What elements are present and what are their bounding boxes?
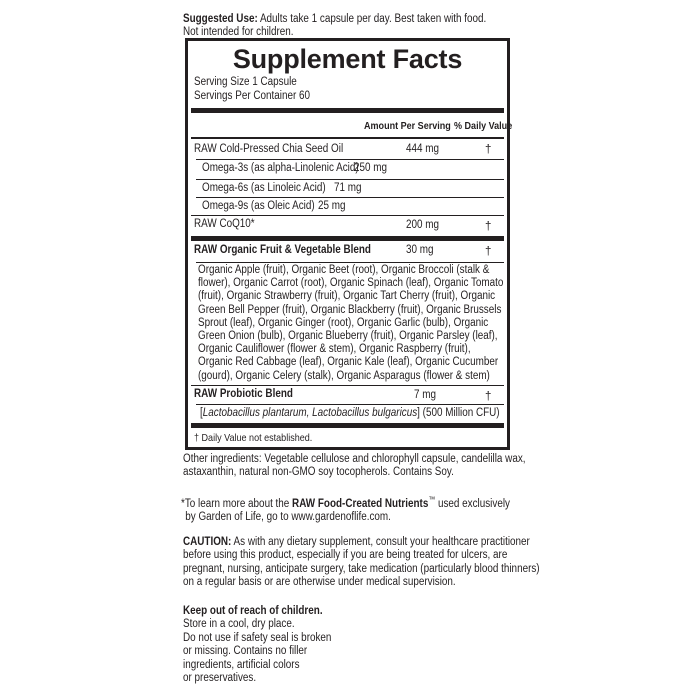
blend-line: Sprout (leaf), Organic Ginger (root), Organic Garlic (bulb), Organic [198,316,489,329]
blend-line: Organic Cauliflower (flower & stem), Organic Raspberry (fruit), [198,343,471,356]
serving-size: Serving Size 1 Capsule [194,76,297,88]
row-omega-3-name: Omega-3s (as alpha-Linolenic Acid) [202,162,359,174]
amount-per-serving-header: Amount Per Serving [364,120,451,132]
daily-value-header: % Daily Value [454,120,513,132]
row-omega-9-amount: 25 mg [318,200,346,212]
caution-line-1: As with any dietary supplement, consult your healthcare practitioner [233,536,530,548]
row-coq10-dv: † [485,221,492,233]
row-chia-seed-oil-dv: † [485,144,492,156]
other-ingredients-line-1: Other ingredients: Vegetable cellulose and chlorophyll capsule, candelilla wax, [183,453,526,465]
section-rule [191,236,504,241]
keep-out-heading: Keep out of reach of children. [183,605,323,617]
supplement-facts-title: Supplement Facts [232,44,463,74]
row-divider [196,197,504,198]
suggested-use [183,13,528,40]
blend-line: Organic Apple (fruit), Organic Beet (root), Organic Broccoli (stalk & [198,264,490,276]
row-probiotic-blend-name: RAW Probiotic Blend [194,388,293,400]
storage-line: or missing. Contains no filler [183,645,308,658]
suggested-use-text-1: Adults take 1 capsule per day. Best taken with food. [259,13,487,25]
row-probiotic-blend-dv: † [485,391,492,403]
trademark-symbol: ™ [428,495,436,504]
row-divider [191,215,504,216]
daily-value-footnote: † Daily Value not established. [194,432,313,444]
blend-line: Green Bell Pepper (fruit), Organic Blackberry (fruit), Organic Brussels [198,303,502,316]
row-chia-seed-oil-amount: 444 mg [406,143,439,155]
suggested-use-label: Suggested Use: [183,13,258,25]
learn-more-note [181,493,526,525]
row-omega-6-name: Omega-6s (as Linoleic Acid) [202,182,326,194]
blend-line: Organic Red Cabbage (leaf), Organic Kale (leaf), Organic Cucumber [198,356,499,369]
row-chia-seed-oil-name: RAW Cold-Pressed Chia Seed Oil [194,143,344,155]
row-divider [196,179,504,180]
row-divider [196,262,504,263]
caution-line-3: pregnant, nursing, anticipate surgery, take medication (particularly blood thinners) [183,562,540,575]
storage-line: Store in a cool, dry place. [183,618,295,631]
caution-label: CAUTION: [183,536,232,548]
storage-line: ingredients, artificial colors [183,658,300,671]
caution-note [183,536,540,590]
blend-line: Green Onion (bulb), Organic Blueberry (fruit), Organic Parsley (leaf), [198,330,498,343]
row-omega-6-amount: 71 mg [334,182,362,194]
footnote-rule [191,423,504,428]
other-ingredients-line-2: astaxanthin, natural non-GMO soy tocopherols. Contains Soy. [183,466,454,479]
row-fruit-veg-blend-name: RAW Organic Fruit & Vegetable Blend [194,244,371,256]
other-ingredients [183,453,528,480]
probiotic-cfu: (500 Million CFU) [422,407,500,419]
column-header-rule [191,137,504,139]
probiotic-species: Lactobacillus plantarum, Lactobacillus bulgaricus [202,407,418,419]
learn-more-prefix: *To learn more about the [181,497,293,510]
supplement-facts-panel: Supplement Facts Serving Size 1 Capsule Servings Per Container 60 Amount Per Serving % Daily Value RAW Cold-Pressed Chia Seed Oil 444 mg † Omega-3s (as alpha-Linolenic Acid) 250 mg Omega-6s (as Linoleic Acid) 71 mg Omega-9s (as Oleic Acid) 25 mg RAW CoQ10* 200 mg † RAW Organic Fruit & Vegetable Blend 30 mg † Organic Apple (fruit), Organic Beet (root), Organic Broccoli (stalk & flower), Organic Carrot (root), Organic Spinach (leaf), Organic Tomato (fruit), Organic Strawberry (fruit), Organic Tart Cherry (fruit), Organic Green Bell Pepper (fruit), Organic Blackberry (fruit), Organic Brussels Sprout (leaf), Organic Ginger (root), Organic Garlic (bulb), Organic Green Onion (bulb), Organic Blueberry (fruit), Organic Parsley (leaf), Organic Cauliflower (flower & stem), Organic Raspberry (fruit), Organic Red Cabbage (leaf), Organic Kale (leaf), Organic Cucumber (gourd), Organic Celery (stalk), Organic Asparagus (flower & stem) RAW Probiotic Blend 7 mg † [Lactobacillus plantarum, Lactobacillus bulgaricus] (500 Million CFU) † Daily Value not established. [185,38,510,450]
caution-line-2: before using this product, especially if you are being treated for ulcers, are [183,549,508,562]
learn-more-line-2: by Garden of Life, go to www.gardenoflife.com. [185,511,391,524]
blend-line: flower), Organic Carrot (root), Organic Spinach (leaf), Organic Tomato [198,277,504,290]
servings-per-container: Servings Per Container 60 [194,90,311,102]
row-omega-3-amount: 250 mg [354,162,387,174]
row-coq10-name: RAW CoQ10* [194,218,255,230]
row-fruit-veg-blend-amount: 30 mg [406,244,434,256]
blend-line: (fruit), Organic Strawberry (fruit), Organic Tart Cherry (fruit), Organic [198,290,496,303]
learn-more-brand: RAW Food-Created Nutrients [292,497,429,510]
storage-warning [183,605,528,685]
storage-line: or preservatives. [183,672,257,685]
row-coq10-amount: 200 mg [406,219,439,231]
row-fruit-veg-blend-dv: † [485,246,492,258]
fruit-veg-blend-ingredients [198,264,504,383]
blend-line: (gourd), Organic Celery (stalk), Organic Asparagus (flower & stem) [198,369,490,382]
row-divider [196,159,504,160]
row-omega-9-name: Omega-9s (as Oleic Acid) [202,200,315,212]
row-probiotic-blend-amount: 7 mg [414,389,436,401]
caution-line-4: on a regular basis or are otherwise under medical supervision. [183,576,456,589]
learn-more-suffix: used exclusively [435,497,510,510]
storage-line: Do not use if safety seal is broken [183,631,332,644]
suggested-use-text-2: Not intended for children. [183,26,294,39]
row-divider [196,404,504,405]
row-divider [191,385,504,386]
header-rule [191,108,504,113]
